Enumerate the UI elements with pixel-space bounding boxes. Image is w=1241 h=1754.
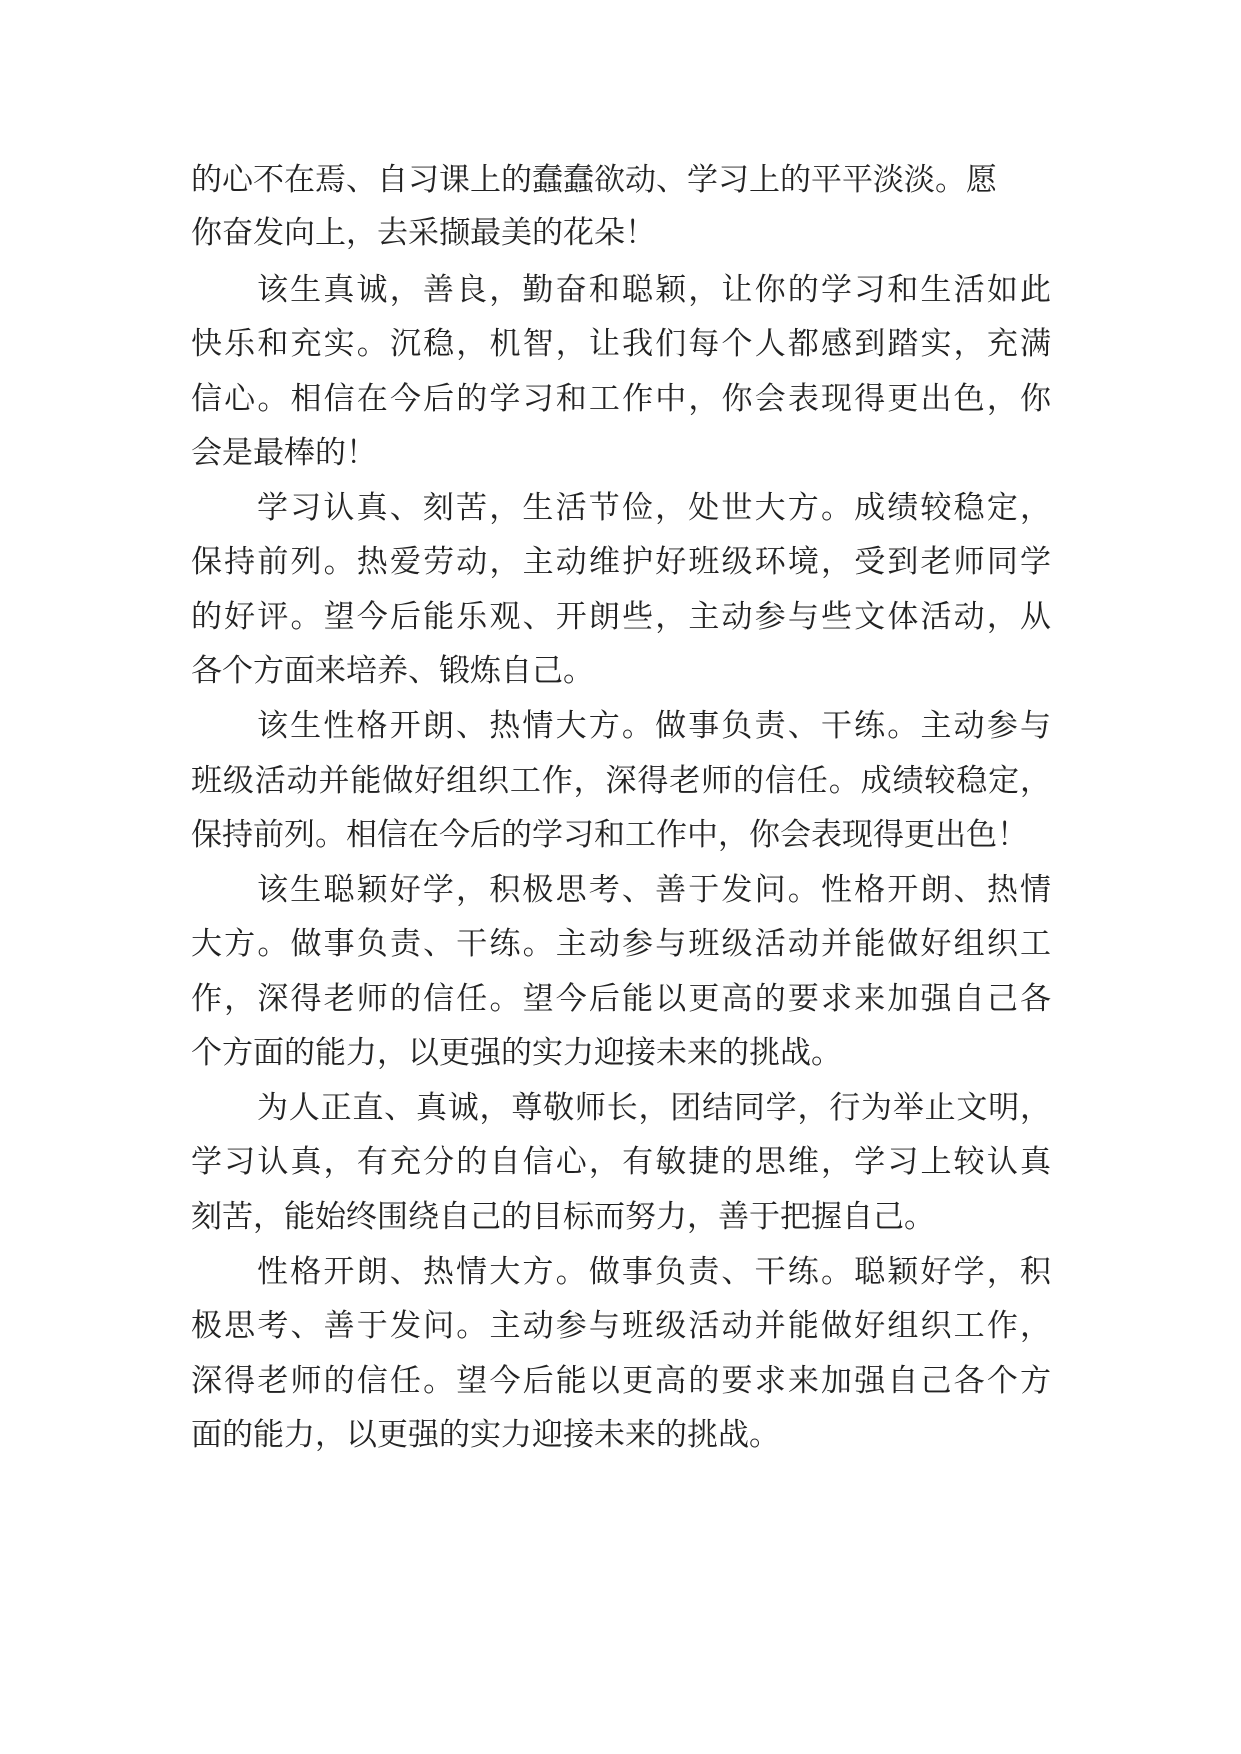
text-line: 班级活动并能做好组织工作，深得老师的信任。成绩较稳定， <box>191 763 1051 799</box>
text-line: 面的能力，以更强的实力迎接未来的挑战。 <box>191 1417 780 1453</box>
text-line: 学习认真，有充分的自信心，有敏捷的思维，学习上较认真 <box>191 1144 1051 1180</box>
paragraph-first-line: 性格开朗、热情大方。做事负责、干练。聪颖好学，积 <box>257 1254 1051 1290</box>
paragraph-first-line: 为人正直、真诚，尊敬师长，团结同学，行为举止文明， <box>257 1090 1051 1126</box>
paragraph-first-line: 该生聪颖好学，积极思考、善于发问。性格开朗、热情 <box>257 872 1051 908</box>
text-line: 快乐和充实。沉稳，机智，让我们每个人都感到踏实，充满 <box>191 326 1051 362</box>
text-line: 的心不在焉、自习课上的蠢蠢欲动、学习上的平平淡淡。愿 <box>191 162 997 198</box>
text-line: 极思考、善于发问。主动参与班级活动并能做好组织工作， <box>191 1308 1051 1344</box>
text-line: 作，深得老师的信任。望今后能以更高的要求来加强自己各 <box>191 981 1051 1017</box>
text-line: 刻苦，能始终围绕自己的目标而努力，善于把握自己。 <box>191 1199 935 1235</box>
text-line: 会是最棒的！ <box>191 435 377 471</box>
paragraph-first-line: 该生性格开朗、热情大方。做事负责、干练。主动参与 <box>257 708 1051 744</box>
text-line: 保持前列。相信在今后的学习和工作中，你会表现得更出色！ <box>191 817 1028 853</box>
text-line: 信心。相信在今后的学习和工作中，你会表现得更出色，你 <box>191 381 1051 417</box>
text-line: 个方面的能力，以更强的实力迎接未来的挑战。 <box>191 1035 842 1071</box>
text-line: 的好评。望今后能乐观、开朗些，主动参与些文体活动，从 <box>191 599 1051 635</box>
text-line: 各个方面来培养、锻炼自己。 <box>191 653 594 689</box>
text-line: 大方。做事负责、干练。主动参与班级活动并能做好组织工 <box>191 926 1051 962</box>
text-line: 你奋发向上，去采撷最美的花朵！ <box>191 215 656 251</box>
paragraph-first-line: 该生真诚，善良，勤奋和聪颖，让你的学习和生活如此 <box>257 272 1051 308</box>
paragraph-first-line: 学习认真、刻苦，生活节俭，处世大方。成绩较稳定， <box>257 490 1051 526</box>
text-line: 深得老师的信任。望今后能以更高的要求来加强自己各个方 <box>191 1363 1051 1399</box>
text-line: 保持前列。热爱劳动，主动维护好班级环境，受到老师同学 <box>191 544 1051 580</box>
